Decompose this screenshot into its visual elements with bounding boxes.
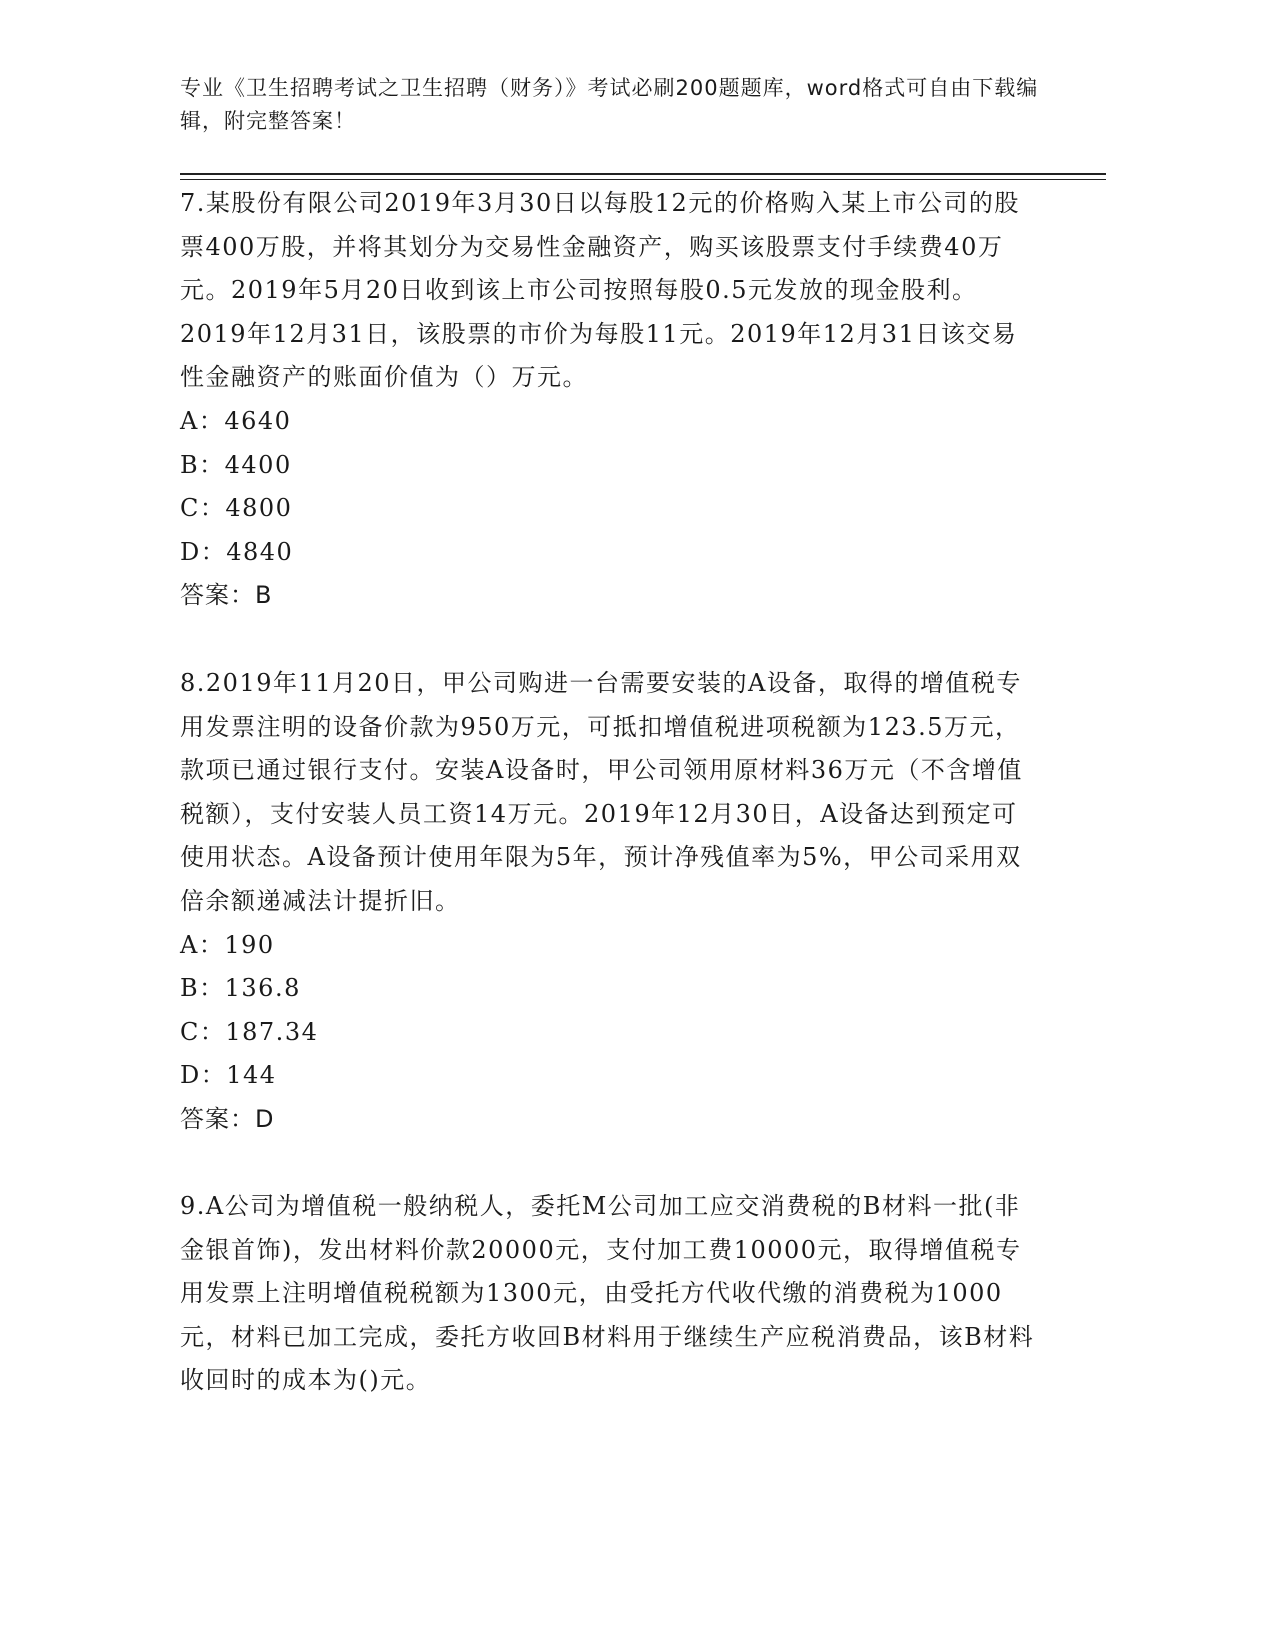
option-b — [180, 967, 1040, 1011]
option-d — [180, 1054, 1040, 1098]
option-value: 4840 — [226, 537, 294, 566]
option-separator: ： — [200, 537, 227, 566]
option-value: 187.34 — [225, 1017, 319, 1046]
question-stem: 8.2019年11月20日，甲公司购进一台需要安装的A设备，取得的增值税专用发票注明的设备价款为950万元，可抵扣增值税进项税额为123.5万元，款项已通过银行支付。安装A设备时，甲公司领用原材料36万元（不含增值税额），支付安装人员工资14万元。2019年12月30日，A设备达到预定可使用状态。A设备预计使用年限为5年，预计净残值率为5%，甲公司采用双倍余额递减法计提折旧。 — [180, 669, 1023, 915]
answer-label: 答案：B — [180, 581, 273, 610]
question-stem: 7.某股份有限公司2019年3月30日以每股12元的价格购入某上市公司的股票400万股，并将其划分为交易性金融资产，购买该股票支付手续费40万元。2019年5月20日收到该上市公司按照每股0.5元发放的现金股利。2019年12月31日，该股票的市价为每股11元。2019年12月31日该交易性金融资产的账面价值为（）万元。 — [180, 189, 1020, 392]
option-list — [180, 924, 1040, 1098]
option-letter: A — [180, 930, 199, 959]
option-value: 4640 — [224, 406, 292, 435]
option-letter: B — [180, 450, 200, 479]
question-8 — [180, 662, 1040, 1142]
option-separator: ： — [199, 974, 225, 1003]
option-separator: ： — [200, 1061, 227, 1090]
option-list — [180, 400, 1040, 574]
option-a — [180, 924, 1040, 968]
question-9 — [180, 1185, 1040, 1403]
option-c — [180, 1011, 1040, 1055]
option-letter: A — [180, 406, 199, 435]
option-letter: B — [180, 974, 200, 1003]
option-letter: D — [180, 537, 201, 566]
option-separator: ： — [198, 930, 225, 959]
option-value: 144 — [226, 1061, 277, 1090]
option-c — [180, 487, 1040, 531]
header-divider-thin — [180, 179, 1106, 180]
option-letter: C — [180, 494, 200, 523]
header-divider-thick — [180, 173, 1106, 175]
page-header: 专业《卫生招聘考试之卫生招聘（财务）》考试必刷200题题库，word格式可自由下载编辑，附完整答案！ — [180, 76, 1039, 133]
option-separator: ： — [199, 450, 225, 479]
option-b — [180, 444, 1040, 488]
answer-label: 答案：D — [180, 1104, 275, 1133]
option-value: 4400 — [224, 450, 292, 479]
option-d — [180, 531, 1040, 575]
option-letter: C — [180, 1017, 200, 1046]
option-a — [180, 400, 1040, 444]
question-stem: 9.A公司为增值税一般纳税人，委托M公司加工应交消费税的B材料一批(非金银首饰)，发出材料价款20000元，支付加工费10000元，取得增值税专用发票上注明增值税税额为1300元，由受托方代收代缴的消费税为1000元，材料已加工完成，委托方收回B材料用于继续生产应税消费品，该B材料收回时的成本为()元。 — [180, 1192, 1035, 1395]
option-value: 4800 — [225, 494, 293, 523]
option-value: 136.8 — [224, 974, 301, 1003]
option-separator: ： — [199, 494, 226, 523]
option-separator: ： — [198, 406, 225, 435]
question-7 — [180, 182, 1040, 618]
option-separator: ： — [199, 1017, 226, 1046]
option-letter: D — [180, 1061, 201, 1090]
option-value: 190 — [224, 930, 275, 959]
